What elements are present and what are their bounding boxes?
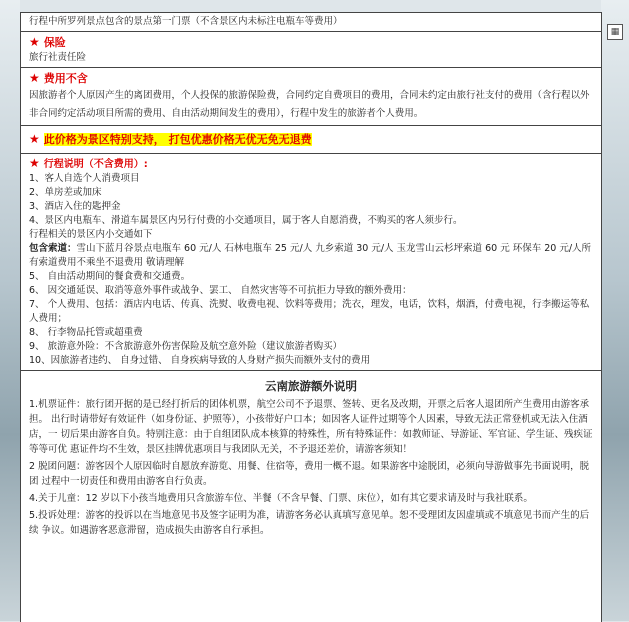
note-item: 1、客人自选个人消费项目 (29, 173, 140, 184)
insurance-text: 旅行社责任险 (29, 52, 87, 63)
note-item: 4、景区内电瓶车、滑道车属景区内另行付费的小交通项目，属于客人自愿消费，不购买的客人须步行。 (29, 215, 463, 226)
star-icon: ★ (29, 132, 40, 146)
note-item: 2、单房差或加床 (29, 187, 102, 198)
star-icon: ★ (29, 35, 40, 49)
extra-paragraph: 2 脱团问题：游客因个人原因临时自愿放弃游览、用餐、住宿等，费用一概不退。如果游客中途脱团，必须向导游做事先书面说明，脱团 过程中一切责任和费用由游客自行负责。 (29, 461, 590, 487)
note-item: 8、 行李物品托管或超重费 (29, 327, 143, 338)
extra-title: 云南旅游额外说明 (265, 379, 357, 393)
document-page (20, 12, 602, 622)
note-item: 行程相关的景区内小交通如下 (29, 229, 153, 240)
excluded-text: 因旅游者个人原因产生的离团费用，个人投保的旅游保险费，合同约定自费项目的费用，合同未约定由旅行社支付的费用（含行程以外 非合同约定活动项目所需的费用、自由活动期间发生的费用），行程中发生的旅游者个人费用。 (29, 90, 590, 119)
transport-text: 雪山下蓝月谷景点电瓶车 60 元/人 石林电瓶车 25 元/人 九乡索道 30 元/人 玉龙雪山云杉坪索道 60 元 环保车 20 元/人所有索道费用不乘坐不退费用 敬请理解 (29, 243, 592, 268)
star-icon: ★ (29, 156, 40, 170)
price-notice-section (21, 126, 601, 154)
note-item: 10、因旅游者违约、 自身过错、 自身疾病导致的人身财产损失而额外支付的费用 (29, 355, 371, 366)
star-icon: ★ (29, 71, 40, 85)
note-item: 5、 自由活动期间的餐食费和交通费。 (29, 271, 191, 282)
price-notice-title: 此价格为景区特别支持， 打包优惠价格无优无免无退费 (43, 133, 312, 146)
itinerary-notes-title: 行程说明（不含费用）: (43, 159, 148, 170)
background-left (0, 0, 20, 621)
itinerary-notes-section (21, 154, 601, 371)
note-item: 3、酒店入住的匙押金 (29, 201, 121, 212)
insurance-section (21, 32, 601, 68)
insurance-title: 保险 (43, 36, 66, 49)
extra-section (21, 371, 601, 540)
note-item: 9、 旅游意外险：不含旅游意外伤害保险及航空意外险（建议旅游者购买） (29, 341, 343, 352)
note-item: 6、 因交通延误、取消等意外事件或战争、罢工、 自然灾害等不可抗拒力导致的额外费用： (29, 285, 412, 296)
top-line: 行程中所罗列景点包含的景点第一门票（不含景区内未标注电瓶车等费用） (21, 13, 601, 32)
extra-paragraph: 1.机票证件：旅行团开据的是已经打折后的团体机票，航空公司不予退票、签转、更名及改期，开票之后客人退团所产生费用由游客承担。 出行时请带好有效证件（如身份证、护照等），小孩带好户口本；如因客人证件过期等个人因素，导致无法正常登机或无法入住酒店，一 切后果由游客自负。特别注意：由于自组团队成本核算的特殊性，所有特殊证件：如教师证、导游证、军官证、学生证、残疾证等等可优 惠证件均不生效，景区挂牌优惠项目与我团队无关，不予退还差价，请游客须知！ (29, 399, 593, 455)
transport-note (29, 242, 593, 270)
transport-label: 包含索道： (29, 243, 77, 254)
extra-paragraph: 4.关于儿童：12 岁以下小孩当地费用只含旅游车位、半餐（不含早餐、门票、床位），如有其它要求请及时与我社联系。 (29, 493, 533, 504)
background-right (601, 0, 629, 621)
extra-paragraph: 5.投诉处理：游客的投诉以在当地意见书及签字证明为准，请游客务必认真填写意见单。恕不受理团友因虚填或不填意见书而产生的后续 争议。如遇游客恶意滞留，造成损失由游客自行承担。 (29, 510, 590, 536)
note-item: 7、 个人费用、包括：酒店内电话、传真、洗熨、收费电视、饮料等费用；洗衣，理发，电话，饮料，烟酒，付费电视，行李搬运等私 人费用； (29, 299, 590, 324)
excluded-section (21, 68, 601, 126)
excluded-title: 费用不含 (43, 72, 88, 85)
grid-icon[interactable]: ▦ (607, 24, 623, 40)
